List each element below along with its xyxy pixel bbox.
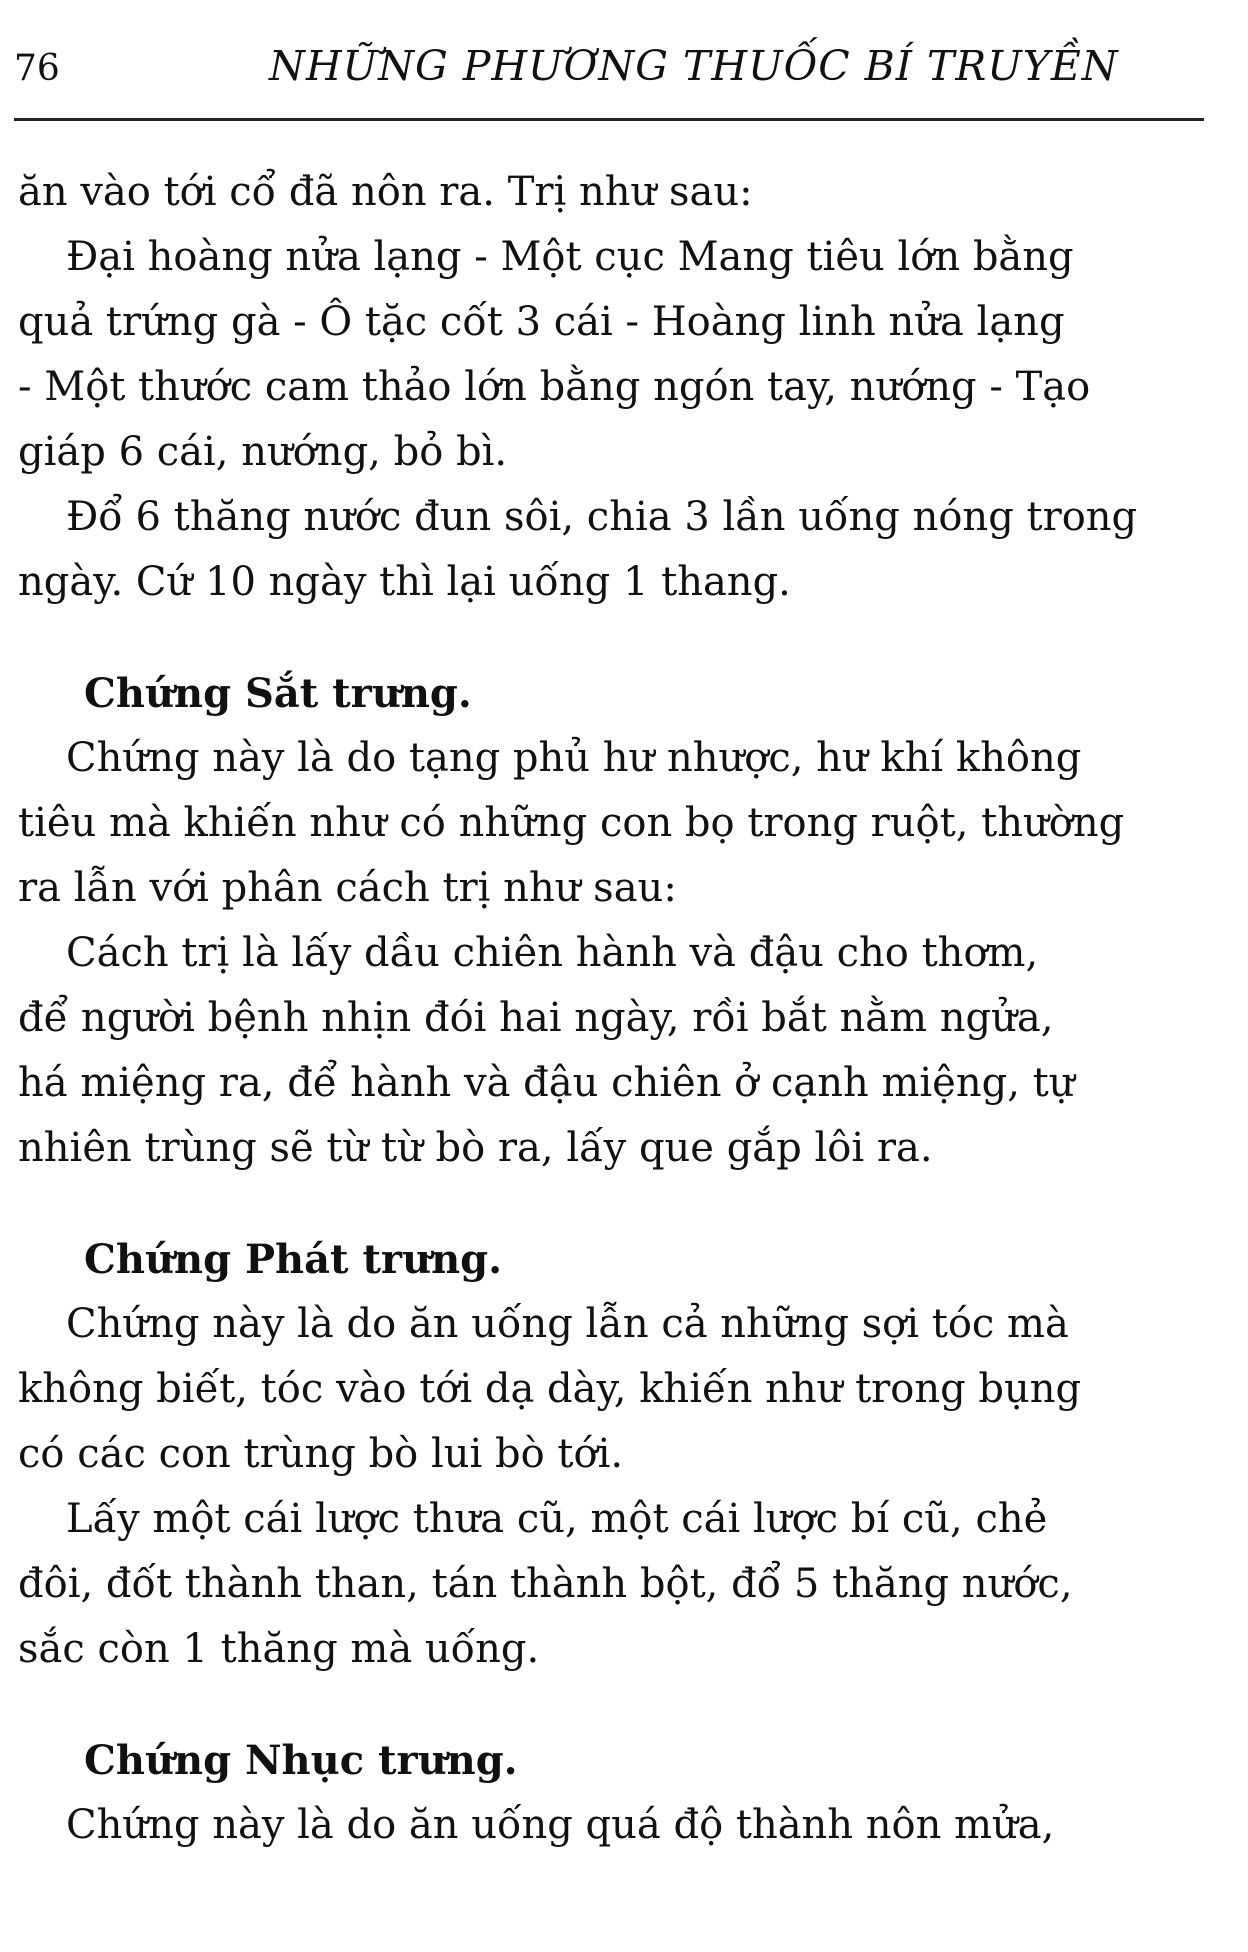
text-line: ra lẫn với phân cách trị như sau: — [18, 865, 677, 911]
text-line: không biết, tóc vào tới dạ dày, khiến như trong bụng — [18, 1366, 1082, 1412]
text-line: quả trứng gà - Ô tặc cốt 3 cái - Hoàng linh nửa lạng — [18, 299, 1065, 345]
text-line: giáp 6 cái, nướng, bỏ bì. — [18, 429, 508, 475]
body-text — [18, 160, 1218, 1858]
section-heading: Chứng Phát trưng. — [84, 1236, 503, 1283]
text-line: để người bệnh nhịn đói hai ngày, rồi bắt nằm ngửa, — [18, 995, 1054, 1041]
page-header — [14, 42, 1204, 100]
text-line: sắc còn 1 thăng mà uống. — [18, 1626, 540, 1672]
text-line: Lấy một cái lược thưa cũ, một cái lược bí cũ, chẻ — [66, 1496, 1048, 1542]
text-line: Đại hoàng nửa lạng - Một cục Mang tiêu lớn bằng — [66, 234, 1074, 280]
text-line: há miệng ra, để hành và đậu chiên ở cạnh miệng, tự — [18, 1060, 1075, 1106]
text-line: Chứng này là do tạng phủ hư nhược, hư khí không — [66, 735, 1082, 781]
section-heading: Chứng Nhục trưng. — [84, 1737, 518, 1784]
text-line: có các con trùng bò lui bò tới. — [18, 1431, 624, 1477]
section-heading: Chứng Sắt trưng. — [84, 670, 472, 717]
text-line: nhiên trùng sẽ từ từ bò ra, lấy que gắp lôi ra. — [18, 1125, 933, 1171]
text-line: Chứng này là do ăn uống quá độ thành nôn mửa, — [66, 1802, 1055, 1848]
running-title: NHỮNG PHƯƠNG THUỐC BÍ TRUYỀN — [269, 42, 1119, 90]
text-line: Chứng này là do ăn uống lẫn cả những sợi tóc mà — [66, 1301, 1069, 1347]
text-line: Đổ 6 thăng nước đun sôi, chia 3 lần uống nóng trong — [66, 494, 1138, 540]
page-number: 76 — [14, 48, 60, 89]
text-line: ngày. Cứ 10 ngày thì lại uống 1 thang. — [18, 559, 791, 605]
text-line: ăn vào tới cổ đã nôn ra. Trị như sau: — [18, 169, 753, 215]
text-line: - Một thước cam thảo lớn bằng ngón tay, nướng - Tạo — [18, 364, 1091, 410]
text-line: đôi, đốt thành than, tán thành bột, đổ 5 thăng nước, — [18, 1561, 1073, 1607]
text-line: Cách trị là lấy dầu chiên hành và đậu cho thơm, — [66, 930, 1039, 976]
header-divider — [14, 118, 1204, 121]
text-line: tiêu mà khiến như có những con bọ trong ruột, thường — [18, 800, 1125, 846]
